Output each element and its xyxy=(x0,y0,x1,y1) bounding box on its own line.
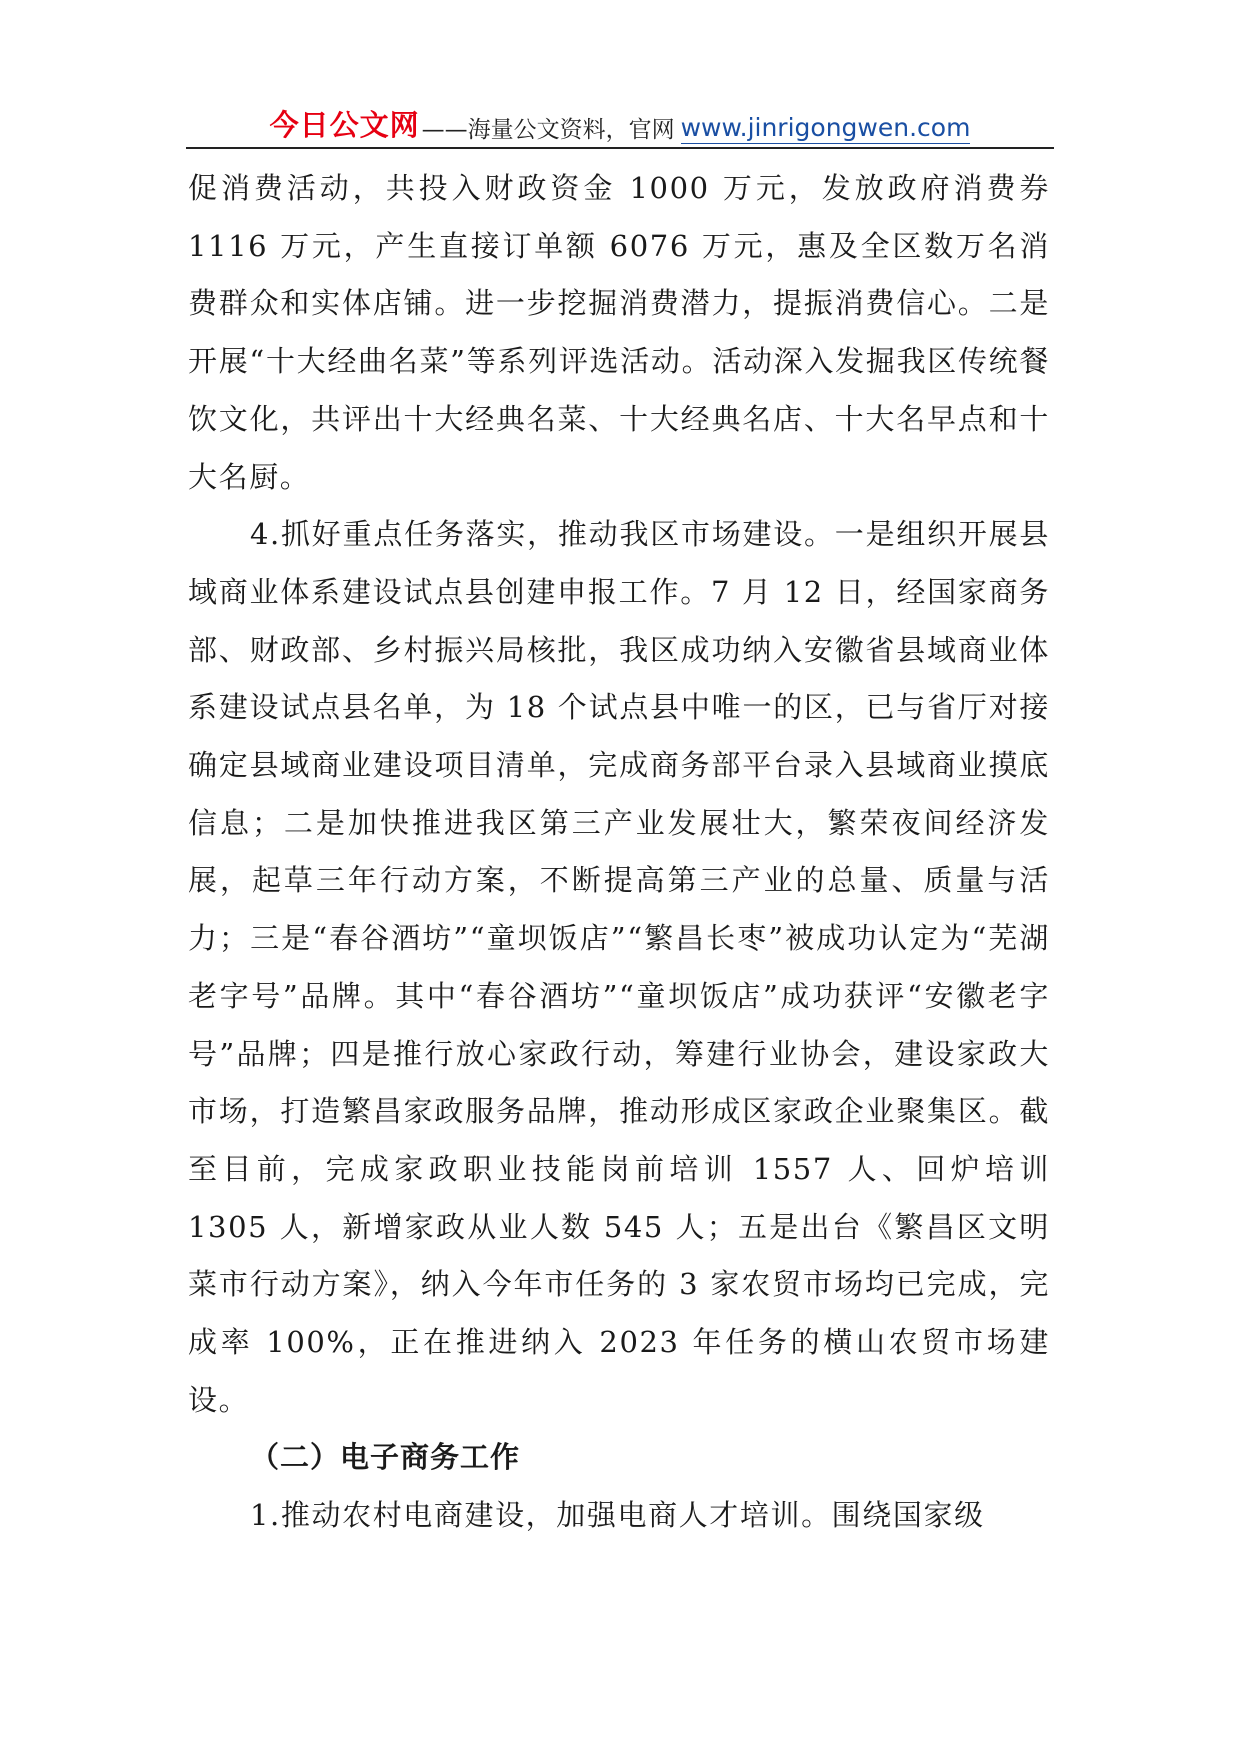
section-heading-ecommerce: （二）电子商务工作 xyxy=(250,1440,521,1475)
document-header xyxy=(186,104,1054,144)
website-link[interactable]: www.jinrigongwen.com xyxy=(680,113,971,142)
header-tagline: ——海量公文资料，官网 xyxy=(421,117,675,143)
document-body xyxy=(188,160,1050,1545)
paragraph-continuation: 促消费活动，共投入财政资金 1000 万元，发放政府消费券 1116 万元，产生直接订单额 6076 万元，惠及全区数万名消费群众和实体店铺。进一步挖掘消费潜力，提振消费信心。二是开展“十大经曲名菜”等系列评选活动。活动深入发掘我区传统餐饮文化，共评出十大经典名菜、十大经典名店、十大名早点和十大名厨。 xyxy=(188,171,1050,494)
brand-logo-text: 今日公文网 xyxy=(269,108,420,142)
paragraph-market-construction: 4.抓好重点任务落实，推动我区市场建设。一是组织开展县域商业体系建设试点县创建申报工作。7 月 12 日，经国家商务部、财政部、乡村振兴局核批，我区成功纳入安徽省县域商业体系建设试点县名单，为 18 个试点县中唯一的区，已与省厅对接确定县域商业建设项目清单，完成商务部平台录入县域商业摸底信息；二是加快推进我区第三产业发展壮大，繁荣夜间经济发展，起草三年行动方案，不断提高第三产业的总量、质量与活力；三是“春谷酒坊”“童坝饭店”“繁昌长枣”被成功认定为“芜湖老字号”品牌。其中“春谷酒坊”“童坝饭店”成功获评“安徽老字号”品牌；四是推行放心家政行动，筹建行业协会，建设家政大市场，打造繁昌家政服务品牌，推动形成区家政企业聚集区。截至目前，完成家政职业技能岗前培训 1557 人、回炉培训 1305 人，新增家政从业人数 545 人；五是出台《繁昌区文明菜市行动方案》，纳入今年市任务的 3 家农贸市场均已完成，完成率 100%，正在推进纳入 2023 年任务的横山农贸市场建设。 xyxy=(188,517,1050,1417)
paragraph-rural-ecommerce: 1.推动农村电商建设，加强电商人才培训。围绕国家级 xyxy=(250,1498,985,1533)
header-divider xyxy=(186,147,1054,149)
